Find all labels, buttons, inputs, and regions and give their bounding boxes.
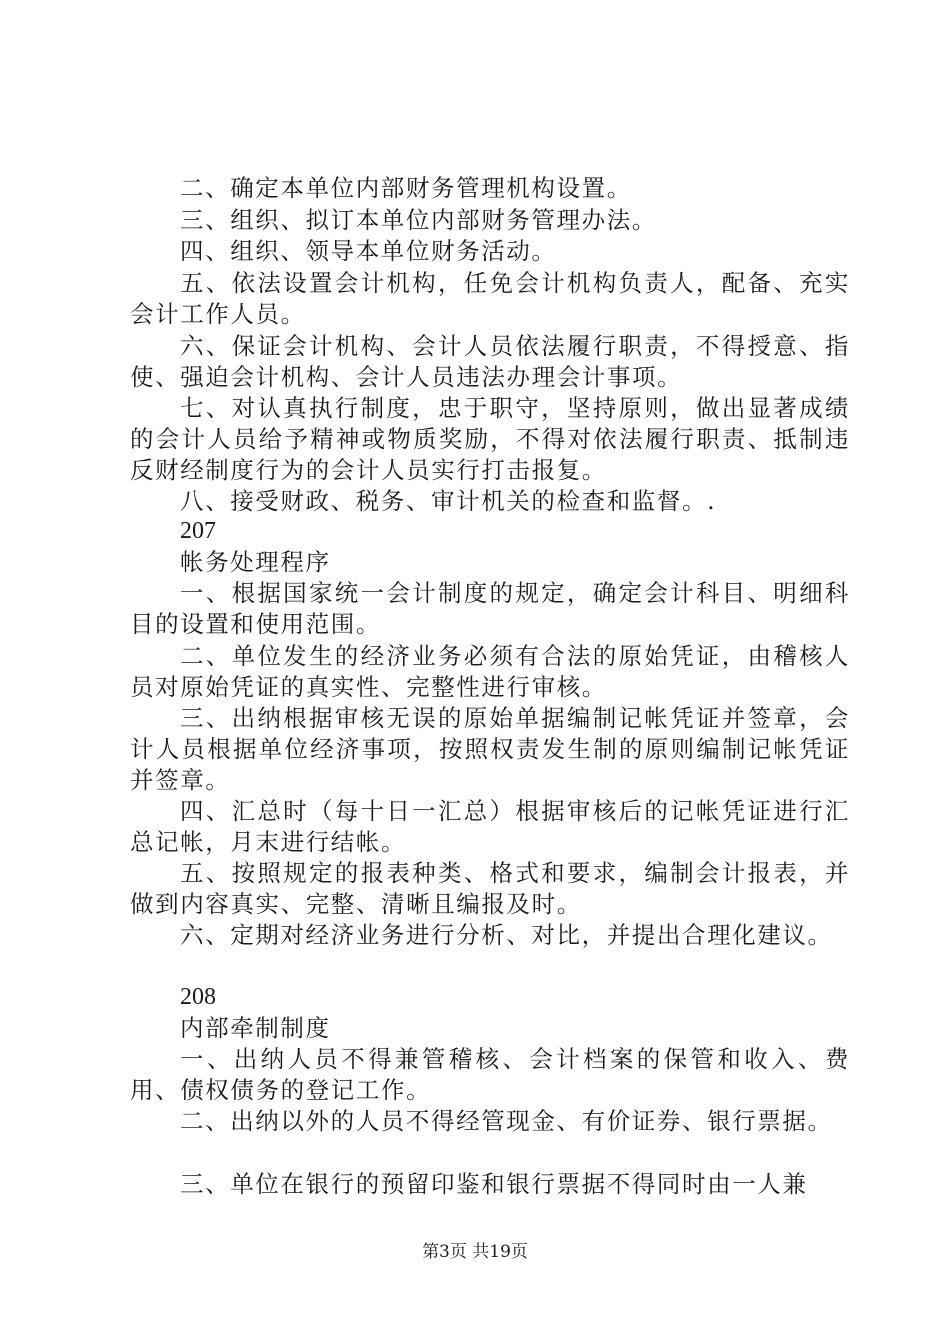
section-number-208: 208 (180, 984, 216, 1010)
procedure-item-4: 四、汇总时（每十日一汇总）根据审核后的记帐凭证进行汇总记帐，月末进行结帐。 (130, 797, 850, 856)
section-title-internal-control: 内部牵制制度 (180, 1014, 331, 1042)
procedure-item-1: 一、根据国家统一会计制度的规定，确定会计科目、明细科目的设置和使用范围。 (130, 579, 850, 638)
paragraph-item-2: 二、确定本单位内部财务管理机构设置。 (180, 174, 632, 202)
paragraph-item-8: 八、接受财政、税务、审计机关的检查和监督。. (180, 487, 717, 515)
section-number-207: 207 (180, 518, 216, 544)
procedure-item-6: 六、定期对经济业务进行分析、对比，并提出合理化建议。 (180, 921, 833, 949)
control-item-2: 二、出纳以外的人员不得经管现金、有价证券、银行票据。 (180, 1107, 833, 1135)
paragraph-item-3: 三、组织、拟订本单位内部财务管理办法。 (180, 206, 657, 234)
section-title-accounting-procedure: 帐务处理程序 (180, 548, 331, 576)
paragraph-item-5: 五、依法设置会计机构，任免会计机构负责人，配备、充实会计工作人员。 (130, 269, 850, 328)
procedure-item-5: 五、按照规定的报表种类、格式和要求，编制会计报表，并做到内容真实、完整、清晰且编报及时。 (130, 859, 850, 918)
procedure-item-2: 二、单位发生的经济业务必须有合法的原始凭证，由稽核人员对原始凭证的真实性、完整性进行审核。 (130, 642, 850, 701)
control-item-1: 一、出纳人员不得兼管稽核、会计档案的保管和收入、费用、债权债务的登记工作。 (130, 1045, 850, 1104)
paragraph-item-4: 四、组织、领导本单位财务活动。 (180, 237, 557, 265)
control-item-3: 三、单位在银行的预留印鉴和银行票据不得同时由一人兼 (180, 1170, 808, 1198)
paragraph-item-7: 七、对认真执行制度，忠于职守，坚持原则，做出显著成绩的会计人员给予精神或物质奖励，不得对依法履行职责、抵制违反财经制度行为的会计人员实行打击报复。 (130, 394, 850, 484)
procedure-item-3: 三、出纳根据审核无误的原始单据编制记帐凭证并签章，会计人员根据单位经济事项，按照权责发生制的原则编制记帐凭证并签章。 (130, 704, 850, 794)
paragraph-item-6: 六、保证会计机构、会计人员依法履行职责，不得授意、指使、强迫会计机构、会计人员违法办理会计事项。 (130, 332, 850, 391)
page-footer: 第3页 共19页 (422, 1242, 528, 1262)
